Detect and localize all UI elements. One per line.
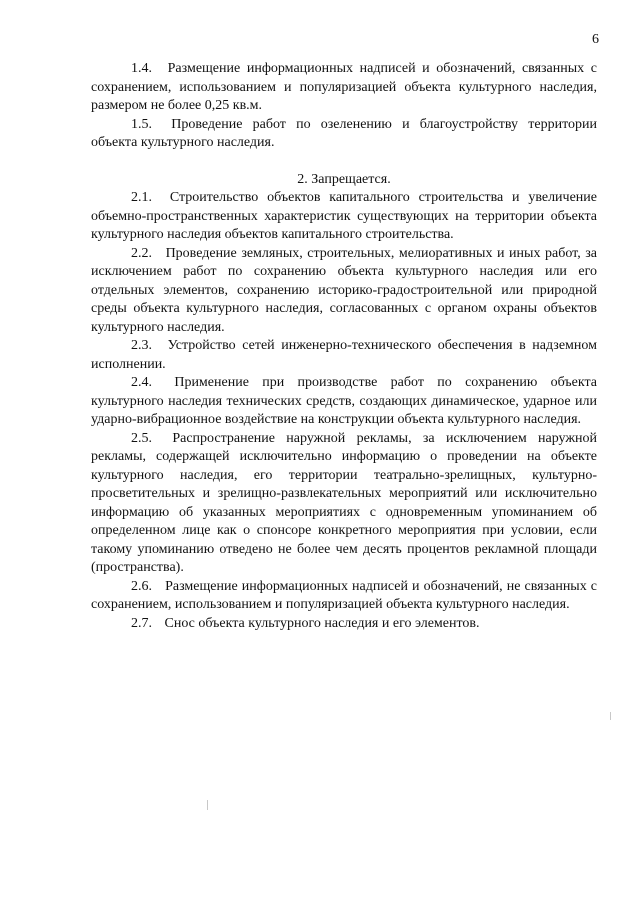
item-text: Строительство объектов капитального строительства и увеличение объемно-пространственных характеристик существующих на территории объекта культурного наследия объектов капитального строительства. [91, 190, 598, 242]
scan-artifact-mark [207, 800, 208, 810]
section-2-heading: 2. Запрещается. [297, 171, 391, 187]
item-number: 2.5. [131, 430, 152, 446]
item-number: 2.2. [131, 245, 152, 261]
list-item-1-5 [91, 116, 597, 153]
list-item-2-4 [91, 374, 597, 430]
list-item-2-7 [91, 615, 597, 634]
item-number: 2.1. [131, 190, 152, 205]
item-text: Размещение информационных надписей и обозначений, связанных с сохранением, использованием и популяризацией объекта культурного наследия, размером не более 0,25 кв.м. [91, 61, 597, 113]
list-item-2-6 [91, 578, 597, 615]
item-text: Проведение земляных, строительных, мелиоративных и иных работ, за исключением работ по сохранению объекта культурного наследия или его отдельных элементов, сохранению историко-градостроительной или природной среды объекта культурного наследия, согласованных с органом охраны объектов культурного наследия. [91, 245, 597, 335]
item-number: 1.5. [131, 116, 152, 132]
item-text: Размещение информационных надписей и обозначений, не связанных с сохранением, использованием и популяризацией объекта культурного наследия. [91, 578, 598, 612]
item-text: Применение при производстве работ по сохранению объекта культурного наследия технических средств, создающих динамическое, ударное или ударно-вибрационное воздействие на конструкции объекта культурного наследия. [91, 375, 597, 427]
item-number: 2.4. [131, 375, 152, 390]
item-text: Проведение работ по озеленению и благоустройству территории объекта культурного наследия. [91, 116, 597, 150]
item-number: 1.4. [131, 61, 152, 76]
document-body [91, 60, 597, 633]
item-number: 2.6. [131, 578, 152, 594]
item-number: 2.3. [131, 338, 152, 353]
page-number: 6 [592, 32, 599, 47]
item-text: Распространение наружной рекламы, за исключением наружной рекламы, содержащей исключительно информацию о проведении на объекте культурного наследия, его территории театрально-зрелищных, культурно-просветительных и зрелищно-развлекательных мероприятий или исключительно информацию об указанных мероприятиях с одновременным упоминанием об определенном лице как о спонсоре конкретного мероприятия при условии, если такому упоминанию отведено не более чем десять процентов рекламной площади (пространства). [91, 430, 597, 575]
list-item-2-2 [91, 245, 597, 338]
list-item-2-1 [91, 189, 597, 245]
scan-artifact-mark [610, 712, 611, 720]
item-number: 2.7. [131, 615, 152, 631]
item-text: Снос объекта культурного наследия и его элементов. [164, 615, 480, 631]
list-item-2-3 [91, 337, 597, 374]
list-item-2-5 [91, 430, 597, 578]
list-item-1-4 [91, 60, 597, 116]
item-text: Устройство сетей инженерно-технического обеспечения в надземном исполнении. [91, 338, 597, 372]
